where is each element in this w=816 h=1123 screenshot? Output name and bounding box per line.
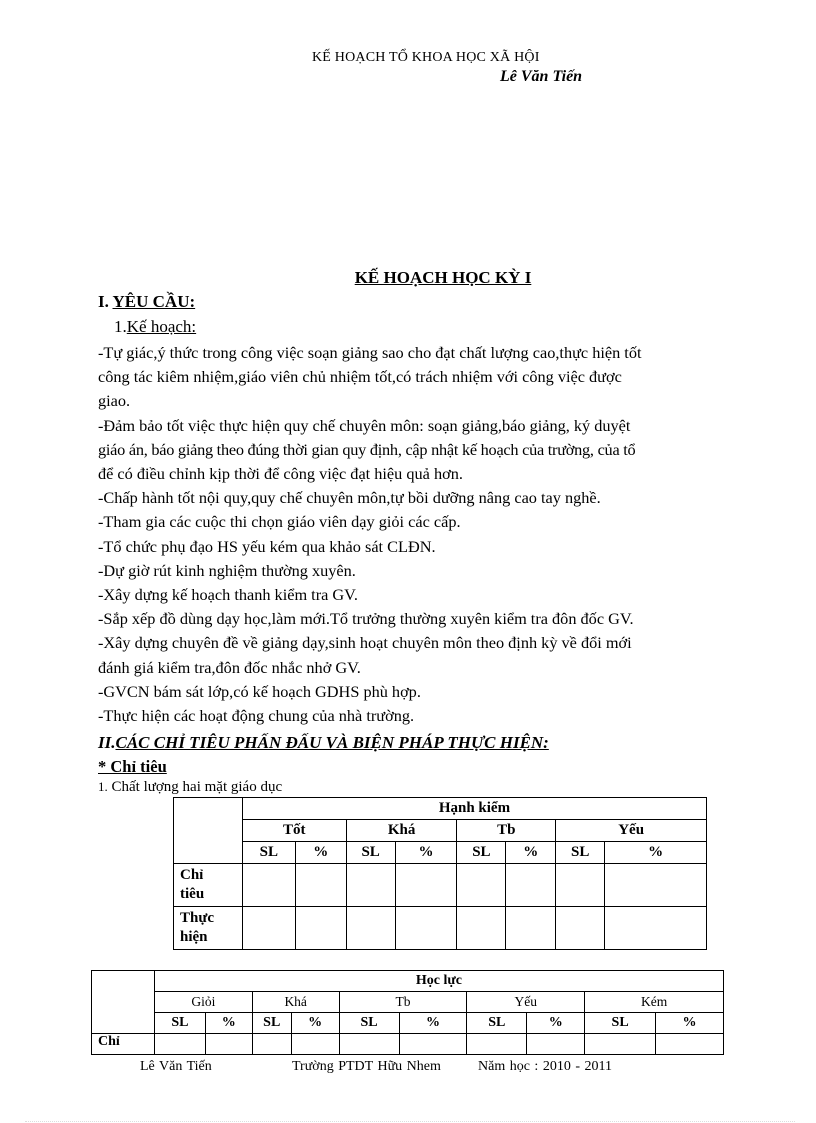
data-cell	[346, 864, 395, 907]
data-cell	[605, 907, 707, 950]
section-1-heading	[98, 292, 195, 312]
row-label-cell	[174, 864, 243, 907]
header-org-line: KẾ HOẠCH TỔ KHOA HỌC XÃ HỘI	[312, 50, 540, 65]
subsection-1-title: Kế hoạch:	[126, 317, 197, 336]
body-line: -Dự giờ rút kinh nghiệm thường xuyên.	[98, 560, 356, 580]
table-row	[92, 1034, 724, 1055]
footer-school: Trường PTDT Hữu Nhem	[292, 1059, 441, 1074]
data-cell	[506, 907, 556, 950]
sl-header-cell: SL	[242, 842, 295, 864]
data-cell	[295, 864, 346, 907]
body-line: -GVCN bám sát lớp,có kế hoạch GDHS phù hợp.	[98, 681, 421, 701]
group-header-cell: Tb	[339, 992, 467, 1013]
page-divider	[25, 1121, 795, 1122]
data-cell	[395, 907, 457, 950]
sl-header-cell: SL	[556, 842, 605, 864]
data-cell	[242, 907, 295, 950]
pct-header-cell: %	[527, 1013, 585, 1034]
body-line: -Tham gia các cuộc thi chọn giáo viên dạy giỏi các cấp.	[98, 512, 461, 532]
row-label-line: hiện	[180, 929, 208, 945]
group-header-cell: Khá	[346, 820, 457, 842]
group-header-cell: Yếu	[556, 820, 707, 842]
table-title-cell: Học lực	[154, 971, 723, 992]
data-cell	[399, 1034, 467, 1055]
table-row	[174, 907, 707, 950]
body-line: -Thực hiện các hoạt động chung của nhà trường.	[98, 706, 415, 726]
row-label-line: Thực	[180, 910, 215, 926]
section-1-body	[98, 341, 798, 728]
sl-header-cell: SL	[339, 1013, 399, 1034]
data-cell	[154, 1034, 205, 1055]
group-header-cell: Kém	[585, 992, 724, 1013]
group-header-cell: Tốt	[242, 820, 346, 842]
sl-header-cell: SL	[585, 1013, 656, 1034]
data-cell	[527, 1034, 585, 1055]
body-line: -Xây dựng kế hoạch thanh kiểm tra GV.	[98, 585, 358, 605]
table-row	[174, 864, 707, 907]
body-line: đánh giá kiểm tra,đôn đốc nhắc nhở GV.	[98, 657, 361, 677]
subsection-1-heading	[114, 317, 196, 337]
sl-header-cell: SL	[457, 842, 506, 864]
data-cell	[291, 1034, 339, 1055]
group-header-cell: Tb	[457, 820, 556, 842]
pct-header-cell: %	[605, 842, 707, 864]
item-1-heading	[98, 779, 282, 796]
pct-header-cell: %	[395, 842, 457, 864]
item-1-number: 1.	[98, 779, 108, 794]
data-cell	[585, 1034, 656, 1055]
targets-heading: * Chỉ tiêu	[98, 757, 167, 776]
row-label-cell: Chỉ	[92, 1034, 155, 1055]
data-cell	[339, 1034, 399, 1055]
data-cell	[457, 864, 506, 907]
section-1-title: YÊU CẦU:	[112, 292, 196, 311]
group-header-cell: Giỏi	[154, 992, 252, 1013]
table-corner-cell	[174, 798, 243, 864]
pct-header-cell: %	[399, 1013, 467, 1034]
data-cell	[295, 907, 346, 950]
sl-header-cell: SL	[154, 1013, 205, 1034]
footer-author: Lê Văn Tiến	[140, 1059, 212, 1074]
data-cell	[605, 864, 707, 907]
row-label-line: Chỉ	[180, 867, 204, 883]
section-2-number: II.	[98, 733, 116, 752]
conduct-table	[173, 797, 707, 950]
footer-year: Năm học : 2010 - 2011	[478, 1059, 612, 1074]
sl-header-cell: SL	[346, 842, 395, 864]
data-cell	[205, 1034, 252, 1055]
pct-header-cell: %	[295, 842, 346, 864]
data-cell	[506, 864, 556, 907]
pct-header-cell: %	[291, 1013, 339, 1034]
data-cell	[252, 1034, 291, 1055]
data-cell	[656, 1034, 724, 1055]
body-line: giáo án, báo giảng theo đúng thời gian quy định, cập nhật kế hoạch của trường, của tổ	[98, 439, 636, 459]
section-1-number: I.	[98, 292, 109, 311]
document-title: KẾ HOẠCH HỌC KỲ I	[354, 268, 532, 287]
data-cell	[457, 907, 506, 950]
data-cell	[242, 864, 295, 907]
sl-header-cell: SL	[252, 1013, 291, 1034]
data-cell	[346, 907, 395, 950]
academic-table	[91, 970, 724, 1055]
body-line: -Sắp xếp đồ dùng dạy học,làm mới.Tổ trưởng thường xuyên kiểm tra đôn đốc GV.	[98, 609, 634, 629]
group-header-cell: Khá	[252, 992, 339, 1013]
data-cell	[395, 864, 457, 907]
subsection-1-number: 1.	[114, 317, 127, 336]
table-corner-cell	[92, 971, 155, 1034]
body-line: -Chấp hành tốt nội quy,quy chế chuyên môn,tự bồi dưỡng nâng cao tay nghề.	[98, 488, 601, 508]
pct-header-cell: %	[656, 1013, 724, 1034]
body-line: công tác kiêm nhiệm,giáo viên chủ nhiệm tốt,có trách nhiệm với công việc được	[98, 367, 622, 387]
body-line: giao.	[98, 391, 131, 411]
data-cell	[556, 864, 605, 907]
sl-header-cell: SL	[467, 1013, 527, 1034]
body-line: -Xây dựng chuyên đề về giảng dạy,sinh hoạt chuyên môn theo định kỳ về đổi mới	[98, 633, 632, 653]
page-footer	[140, 1059, 612, 1075]
row-label-cell	[174, 907, 243, 950]
body-line: -Tự giác,ý thức trong công việc soạn giảng sao cho đạt chất lượng cao,thực hiện tốt	[98, 343, 642, 362]
data-cell	[467, 1034, 527, 1055]
item-1-text: Chất lượng hai mặt giáo dục	[107, 779, 283, 795]
header-author: Lê Văn Tiến	[500, 68, 583, 85]
data-cell	[556, 907, 605, 950]
body-line: -Đảm bảo tốt việc thực hiện quy chế chuyên môn: soạn giảng,báo giảng, ký duyệt	[98, 415, 631, 435]
section-2-heading	[98, 733, 549, 753]
pct-header-cell: %	[506, 842, 556, 864]
row-label-line: tiêu	[180, 886, 205, 902]
table-title-cell: Hạnh kiểm	[242, 798, 706, 820]
pct-header-cell: %	[205, 1013, 252, 1034]
section-2-title: CÁC CHỈ TIÊU PHẤN ĐẤU VÀ BIỆN PHÁP THỰC HIỆN:	[115, 733, 549, 752]
body-line: để có điều chỉnh kịp thời để công việc đạt hiệu quả hơn.	[98, 464, 463, 484]
body-line: -Tổ chức phụ đạo HS yếu kém qua khảo sát CLĐN.	[98, 536, 436, 556]
group-header-cell: Yếu	[467, 992, 585, 1013]
